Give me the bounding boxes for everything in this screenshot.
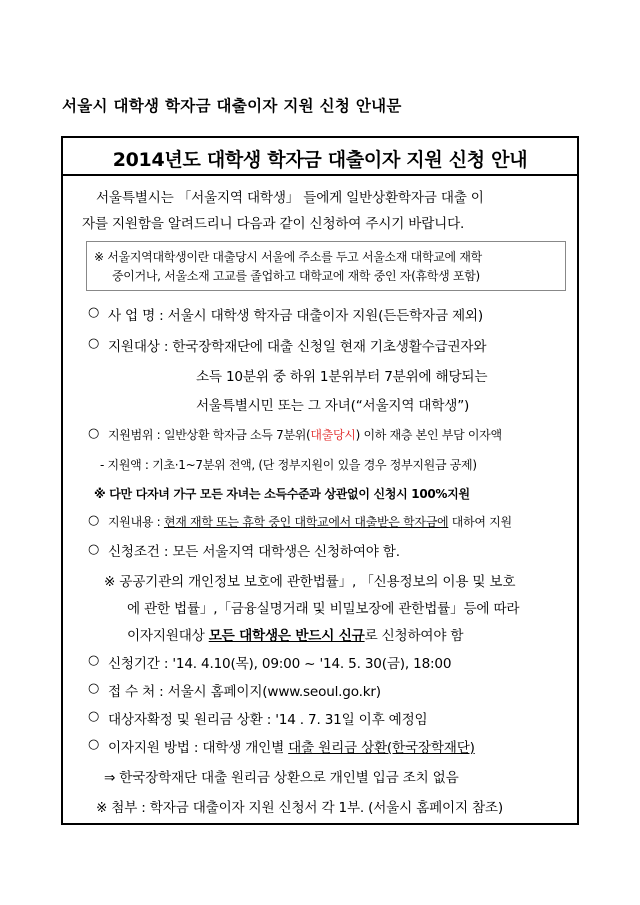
intro-line-1: 서울특별시는 「서울지역 대학생」 들에게 일반상환학자금 대출 이	[96, 190, 484, 206]
arrow-note: ⇒ 한국장학재단 대출 원리금 상환으로 개인별 입금 조치 없음	[104, 770, 459, 786]
privacy-note-line-2: 에 관한 법률」,「금융실명거래 및 비밀보장에 관한법률」등에 따라	[127, 601, 520, 617]
note-line-2: 중이거나, 서울소재 고교를 졸업하고 대학교에 재학 중인 자(휴학생 포함)	[112, 269, 480, 283]
item-project-name: 사 업 명 : 서울시 대학생 학자금 대출이자 지원(든든학자금 제외)	[108, 308, 483, 324]
bullet-icon: ○	[88, 336, 100, 351]
bullet-icon: ○	[88, 426, 100, 441]
item-target-line-1: 지원대상 : 한국장학재단에 대출 신청일 현재 기초생활수급권자와	[108, 339, 487, 355]
item-support-content: 지원내용 : 현재 재학 또는 휴학 중인 대학교에서 대출받은 학자금에 대하여 지원	[108, 515, 512, 529]
item-target-line-2: 소득 10분위 중 하위 1분위부터 7분위에 해당되는	[196, 369, 488, 385]
title-box	[61, 136, 579, 176]
item-reception-office: 접 수 처 : 서울시 홈페이지(www.seoul.go.kr)	[108, 684, 381, 700]
bullet-icon: ○	[88, 709, 100, 724]
item-target-line-3: 서울특별시민 또는 그 자녀(“서울지역 대학생”)	[196, 398, 470, 414]
privacy-note-line-3: 이자지원대상 모든 대학생은 반드시 신규로 신청하여야 함	[127, 628, 464, 644]
intro-line-2: 자를 지원함을 알려드리니 다음과 같이 신청하여 주시기 바랍니다.	[82, 216, 465, 232]
bullet-icon: ○	[88, 737, 100, 752]
highlight-red-text: 대출당시	[310, 428, 356, 442]
item-application-condition: 신청조건 : 모든 서울지역 대학생은 신청하여야 함.	[108, 544, 400, 560]
bullet-icon: ○	[88, 542, 100, 557]
notice-title: 2014년도 대학생 학자금 대출이자 지원 신청 안내	[112, 149, 528, 171]
item-support-amount: - 지원액 : 기초·1~7분위 전액, (단 정부지원이 있을 경우 정부지원금 공제)	[100, 458, 477, 472]
privacy-note-line-1: ※ 공공기관의 개인정보 보호에 관한법률」, 「신용정보의 이용 및 보호	[104, 574, 516, 590]
bullet-icon: ○	[88, 513, 100, 528]
item-support-scope: 지원범위 : 일반상환 학자금 소득 7분위(대출당시) 이하 재층 본인 부담 이자액	[108, 428, 502, 442]
item-support-method: 이자지원 방법 : 대학생 개인별 대출 원리금 상환(한국장학재단)	[108, 740, 475, 756]
attachment-note: ※ 첨부 : 학자금 대출이자 지원 신청서 각 1부. (서울시 홈페이지 참조)	[96, 800, 503, 816]
bullet-icon: ○	[88, 653, 100, 668]
note-line-1: ※ 서울지역대학생이란 대출당시 서울에 주소를 두고 서울소재 대학교에 재학	[94, 250, 482, 264]
multi-child-note: ※ 다만 다자녀 가구 모든 자녀는 소득수준과 상관없이 신청시 100%지원	[94, 487, 470, 501]
item-confirmation-date: 대상자확정 및 원리금 상환 : '14 . 7. 31일 이후 예정임	[108, 712, 428, 728]
item-application-period: 신청기간 : '14. 4.10(목), 09:00 ~ '14. 5. 30(금), 18:00	[108, 656, 452, 672]
document-heading: 서울시 대학생 학자금 대출이자 지원 신청 안내문	[62, 97, 402, 115]
bullet-icon: ○	[88, 681, 100, 696]
bullet-icon: ○	[88, 305, 100, 320]
